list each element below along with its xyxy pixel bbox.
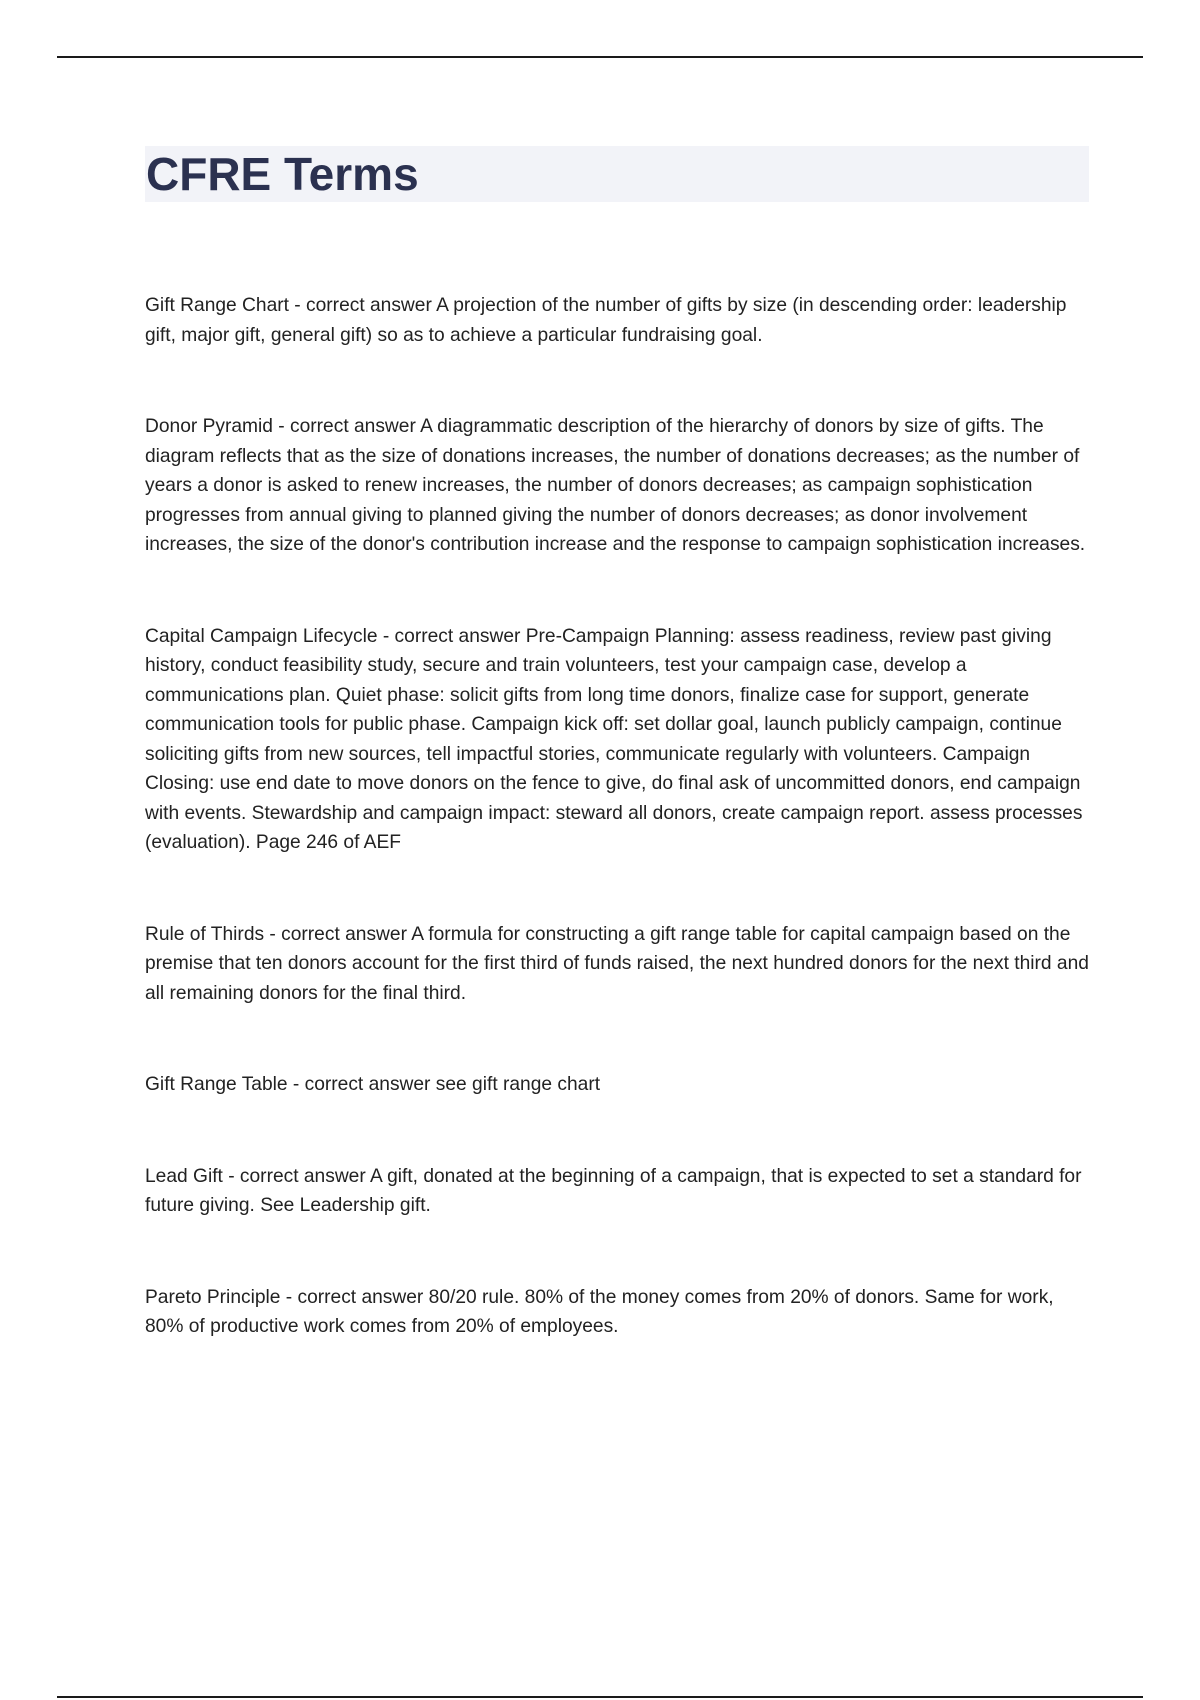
term-entry-donor-pyramid: Donor Pyramid - correct answer A diagrammatic description of the hierarchy of donors by size of gifts. The diagram reflects that as the size of donations increases, the number of donations decreases; as the number of years a donor is asked to renew increases, the number of donors decreases; as campaign sophistication progresses from annual giving to planned giving the number of donors decreases; as donor involvement increases, the size of the donor's contribution increase and the response to campaign sophistication increases. <box>145 416 1086 555</box>
bottom-divider <box>57 1696 1143 1698</box>
term-list <box>145 291 1095 1404</box>
term-entry-pareto-principle: Pareto Principle - correct answer 80/20 rule. 80% of the money comes from 20% of donors. Same for work, 80% of productive work comes from 20% of employees. <box>145 1286 1054 1337</box>
top-divider <box>57 56 1143 58</box>
term-entry-capital-campaign-lifecycle: Capital Campaign Lifecycle - correct answer Pre-Campaign Planning: assess readiness, review past giving history, conduct feasibility study, secure and train volunteers, test your campaign case, develop a communications plan. Quiet phase: solicit gifts from long time donors, finalize case for support, generate communication tools for public phase. Campaign kick off: set dollar goal, launch publicly campaign, continue soliciting gifts from new sources, tell impactful stories, communicate regularly with volunteers. Campaign Closing: use end date to move donors on the fence to give, do final ask of uncommitted donors, end campaign with events. Stewardship and campaign impact: steward all donors, create campaign report. assess processes (evaluation). Page 246 of AEF <box>145 625 1083 853</box>
term-entry-rule-of-thirds: Rule of Thirds - correct answer A formula for constructing a gift range table for capital campaign based on the premise that ten donors account for the first third of funds raised, the next hundred donors for the next third and all remaining donors for the final third. <box>145 923 1089 1004</box>
page-title: CFRE Terms <box>146 148 419 200</box>
term-entry-gift-range-chart: Gift Range Chart - correct answer A projection of the number of gifts by size (in descending order: leadership gift, major gift, general gift) so as to achieve a particular fundraising goal. <box>145 295 1067 346</box>
term-entry-lead-gift: Lead Gift - correct answer A gift, donated at the beginning of a campaign, that is expected to set a standard for future giving. See Leadership gift. <box>145 1165 1082 1216</box>
term-entry-gift-range-table: Gift Range Table - correct answer see gift range chart <box>145 1074 601 1095</box>
